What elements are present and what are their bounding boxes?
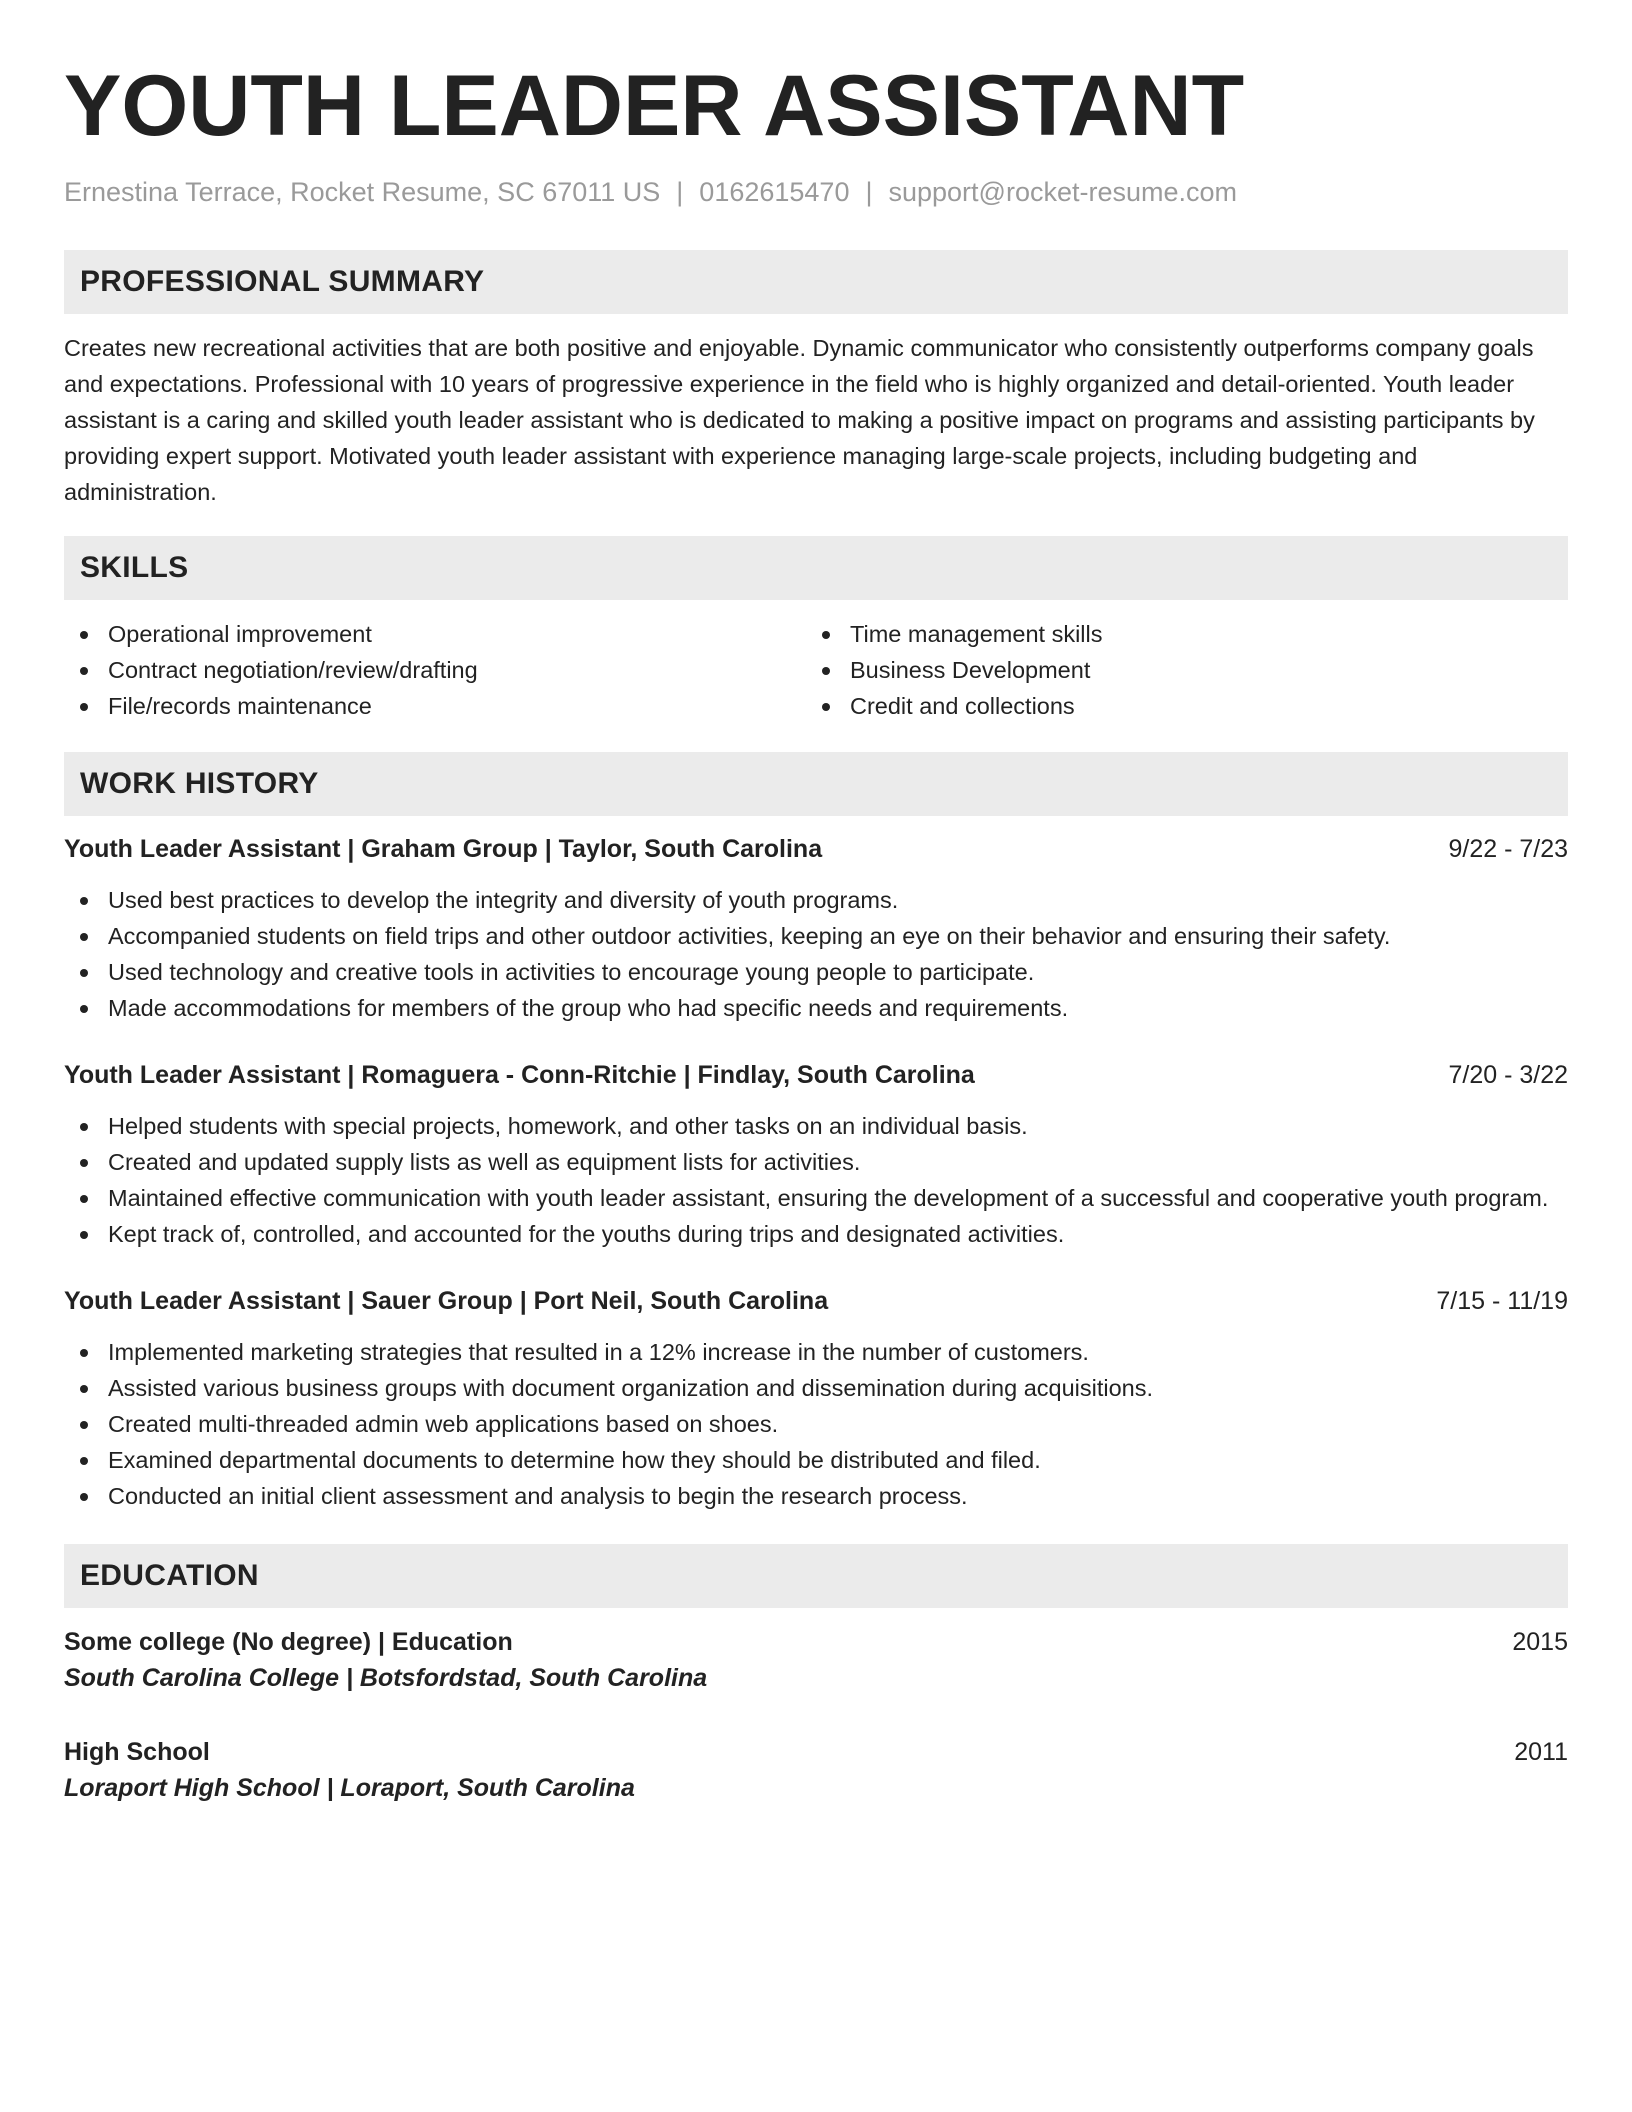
education-title: Some college (No degree) | Education (64, 1628, 513, 1656)
skill-item: Time management skills (806, 616, 1548, 652)
contact-address: Ernestina Terrace, Rocket Resume, SC 67011 US (64, 177, 661, 207)
work-heading: WORK HISTORY (64, 752, 1568, 816)
contact-separator: | (865, 177, 873, 207)
summary-text: Creates new recreational activities that are both positive and enjoyable. Dynamic communicator who consistently outperforms company goals and expectations. Professional with 10 years of progressive experience in the field who is highly organized and detail-oriented. Youth leader assistant is a caring and skilled youth leader assistant who is dedicated to making a positive impact on programs and assisting participants by providing expert support. Motivated youth leader assistant with experience managing large-scale projects, including budgeting and administration. (64, 335, 1535, 505)
job-bullet: Created and updated supply lists as well as equipment lists for activities. (64, 1144, 1568, 1180)
education-entry (64, 1624, 1568, 1696)
job-entry (64, 832, 1568, 1026)
skills-list (64, 616, 1568, 724)
education-heading: EDUCATION (64, 1544, 1568, 1608)
job-bullet: Kept track of, controlled, and accounted for the youths during trips and designated activities. (64, 1216, 1568, 1252)
job-dates: 7/15 - 11/19 (1436, 1287, 1568, 1315)
education-school: South Carolina College | Botsfordstad, South Carolina (64, 1664, 708, 1692)
job-bullet: Accompanied students on field trips and other outdoor activities, keeping an eye on their behavior and ensuring their safety. (64, 918, 1568, 954)
job-bullet: Used technology and creative tools in activities to encourage young people to participate. (64, 954, 1568, 990)
skills-column-right (806, 616, 1548, 724)
job-entry (64, 1284, 1568, 1514)
job-bullet: Assisted various business groups with document organization and dissemination during acquisitions. (64, 1370, 1568, 1406)
job-header (64, 832, 1568, 866)
job-bullet: Maintained effective communication with youth leader assistant, ensuring the development of a successful and cooperative youth program. (64, 1180, 1568, 1216)
skill-item: File/records maintenance (64, 688, 806, 724)
job-entry (64, 1058, 1568, 1252)
job-bullets (64, 882, 1568, 1026)
contact-separator: | (676, 177, 684, 207)
job-bullet: Created multi-threaded admin web applications based on shoes. (64, 1406, 1568, 1442)
skill-item: Credit and collections (806, 688, 1548, 724)
education-header (64, 1734, 1568, 1770)
job-bullet: Made accommodations for members of the group who had specific needs and requirements. (64, 990, 1568, 1026)
skill-item: Operational improvement (64, 616, 806, 652)
education-year: 2015 (1512, 1628, 1568, 1656)
job-title: Youth Leader Assistant | Sauer Group | Port Neil, South Carolina (64, 1287, 829, 1315)
job-title: Youth Leader Assistant | Romaguera - Conn-Ritchie | Findlay, South Carolina (64, 1061, 975, 1089)
job-bullet: Examined departmental documents to determine how they should be distributed and filed. (64, 1442, 1568, 1478)
skill-item: Business Development (806, 652, 1548, 688)
job-bullet: Implemented marketing strategies that resulted in a 12% increase in the number of customers. (64, 1334, 1568, 1370)
job-bullets (64, 1108, 1568, 1252)
job-bullet: Used best practices to develop the integrity and diversity of youth programs. (64, 882, 1568, 918)
education-header (64, 1624, 1568, 1660)
job-header (64, 1058, 1568, 1092)
skills-heading: SKILLS (64, 536, 1568, 600)
skills-column-left (64, 616, 806, 724)
skill-item: Contract negotiation/review/drafting (64, 652, 806, 688)
job-bullets (64, 1334, 1568, 1514)
job-bullet: Conducted an initial client assessment and analysis to begin the research process. (64, 1478, 1568, 1514)
summary-heading: PROFESSIONAL SUMMARY (64, 250, 1568, 314)
job-dates: 9/22 - 7/23 (1448, 835, 1568, 863)
contact-phone: 0162615470 (699, 177, 850, 207)
education-title: High School (64, 1738, 210, 1766)
contact-email: support@rocket-resume.com (888, 177, 1238, 207)
education-entry (64, 1734, 1568, 1806)
job-dates: 7/20 - 3/22 (1448, 1061, 1568, 1089)
education-year: 2011 (1514, 1738, 1568, 1766)
contact-line (64, 174, 1568, 210)
job-header (64, 1284, 1568, 1318)
page-title: YOUTH LEADER ASSISTANT (64, 58, 1245, 154)
education-school: Loraport High School | Loraport, South Carolina (64, 1774, 635, 1802)
job-bullet: Helped students with special projects, homework, and other tasks on an individual basis. (64, 1108, 1568, 1144)
job-title: Youth Leader Assistant | Graham Group | Taylor, South Carolina (64, 835, 823, 863)
